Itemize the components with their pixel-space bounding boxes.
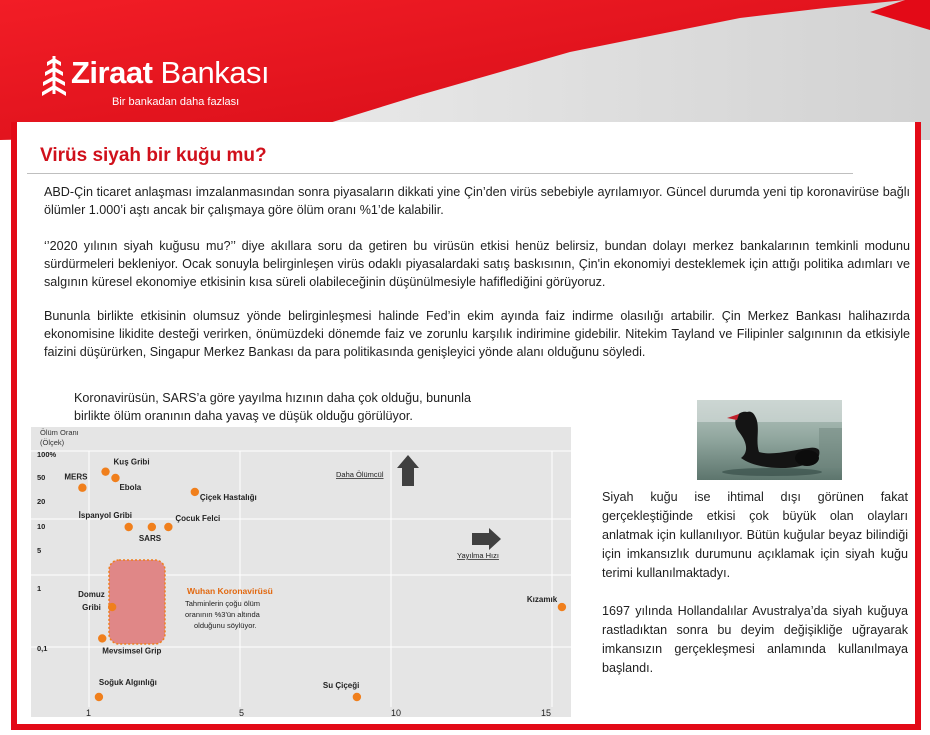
- y-tick-label: 1: [37, 584, 42, 593]
- brand-name: [71, 55, 269, 91]
- y-tick-label: 10: [37, 522, 46, 531]
- data-point-mers: [78, 484, 86, 492]
- chart-caption: Koronavirüsün, SARS’a göre yayılma hızının daha çok olduğu, bununla birlikte ölüm oranının daha yavaş ve düşük olduğu görülüyor.: [74, 391, 471, 423]
- highlight-title: Wuhan Koronavirüsü: [187, 586, 273, 596]
- ziraat-bankasi-logo: [40, 52, 280, 112]
- data-label-cicek-hastaligi: Çiçek Hastalığı: [199, 492, 257, 502]
- data-point-sars: [148, 523, 156, 531]
- y-tick-label: 100%: [37, 450, 57, 459]
- data-point-kizamik: [558, 603, 566, 611]
- data-label-su-cicegi: Su Çiçeği: [322, 681, 360, 690]
- data-label-soguk-alginligi: Soğuk Algınlığı: [98, 678, 157, 687]
- paragraph-1: ABD-Çin ticaret anlaşması imzalanmasından sonra piyasaların dikkati yine Çin’den virüs sebebiyle ayrılamıyor. Güncel durumda yeni tip koronavirüse bağlı ölümler 1.000’i aştı ancak bir çalışmaya göre ölüm oranı %1’de kalabilir.: [44, 185, 910, 217]
- x-ticks: [86, 708, 551, 717]
- arrow-right-icon: [472, 528, 501, 550]
- x-tick-label: 10: [391, 708, 402, 717]
- highlight-text-3: olduğunu söylüyor.: [194, 621, 257, 630]
- x-tick-label: 5: [239, 708, 245, 717]
- y-tick-label: 5: [37, 546, 42, 555]
- title-divider: [27, 173, 853, 174]
- data-point-domuz-gribi: [108, 603, 116, 611]
- data-label-mers: MERS: [64, 472, 88, 482]
- virus-scatter-chart: [31, 427, 571, 717]
- data-point-mevsimsel-grip: [98, 634, 106, 642]
- y-ticks: [37, 450, 57, 653]
- data-label-ebola: Ebola: [119, 483, 142, 492]
- arrow-up-label: Daha Ölümcül: [336, 470, 384, 479]
- y-tick-label: 0,1: [37, 644, 48, 653]
- page-title: Virüs siyah bir kuğu mu?: [40, 145, 267, 166]
- arrow-right-label: Yayılma Hızı: [457, 551, 499, 560]
- paragraph-3: Bununla birlikte etkisinin olumsuz yönde belirginleşmesi halinde Fed’in ekim ayında faiz indirme olasılığı artabilir. Çin Merkez Bankası halihazırda ekonomisine likidite desteği verirken, önümüzdeki dönemde faiz ve zorunlu karşılık indirimine gidebilir. Nitekim Tayland ve Filipinler salgınının da etkisiyle faizini düşürürken, Singapur Merkez Bankası da para politikasında genişleyici yönde alanı olduğunu söyledi.: [44, 309, 910, 359]
- data-label-kizamik: Kızamık: [526, 595, 558, 605]
- x-tick-label: 15: [541, 708, 552, 717]
- data-point-kus-gribi: [101, 467, 109, 475]
- data-label-sars: SARS: [138, 534, 162, 543]
- data-point-ispanyol-gribi: [124, 523, 132, 531]
- data-point-cocuk-felci: [164, 523, 172, 531]
- y-tick-label: 50: [37, 473, 46, 482]
- paragraph-2: ‘’2020 yılının siyah kuğusu mu?’’ diye akıllara soru da getiren bu virüsün etkisi henüz belirsiz, bundan dolayı merkez bankalarının temkinli modunu sürdürmeleri bekleniyor. Ocak sonuyla belirginleşen virüs odaklı piyasalardaki satış baskısının, Çin'in ekonomiyi desteklemek için attığı politika adımları ve salgının küresel ekonomiye etkisinin kısa süreli olabileceğinin düşünülmesiyle hafiflediğini görüyoruz.: [44, 239, 910, 289]
- data-label-cocuk-felci: Çocuk Felci: [175, 514, 221, 523]
- y-tick-label: 20: [37, 497, 46, 506]
- brand-name-light: Bankası: [160, 55, 270, 90]
- highlight-text-1: Tahminlerin çoğu ölüm: [185, 599, 261, 608]
- data-label-kus-gribi: Kuş Gribi: [113, 457, 150, 467]
- data-point-cicek-hastaligi: [191, 488, 199, 496]
- wheat-icon: [40, 52, 68, 96]
- brand-name-bold: Ziraat: [71, 55, 153, 90]
- data-label-mevsimsel-grip: Mevsimsel Grip: [102, 646, 162, 656]
- data-point-ebola: [111, 474, 119, 482]
- x-tick-label: 1: [86, 708, 92, 717]
- brand-slogan: Bir bankadan daha fazlası: [112, 96, 240, 108]
- data-point-soguk-alginligi: [95, 693, 103, 701]
- y-axis-label-1: Ölüm Oranı: [40, 428, 79, 437]
- data-label-ispanyol-gribi: İspanyol Gribi: [78, 511, 133, 520]
- side-paragraph-2: 1697 yılında Hollandalılar Avustralya’da siyah kuğuya rastladıktan sonra bu deyim değişikliğe uğrayarak imkansızın gerçekleşmesi anlamında kullanılmaya başlandı.: [602, 604, 908, 675]
- data-label-domuz-gribi: Domuz Gribi: [78, 590, 105, 613]
- arrow-up-icon: [397, 455, 419, 486]
- wuhan-highlight-area: [109, 560, 165, 644]
- highlight-text-2: oranının %3'ün altında: [185, 610, 260, 619]
- y-axis-label-2: (Ölçek): [40, 438, 65, 447]
- data-point-su-cicegi: [353, 693, 361, 701]
- black-swan-image: [697, 400, 842, 480]
- side-paragraph-1: Siyah kuğu ise ihtimal dışı görünen fakat gerçekleştiğinde etkisi çok büyük olan olayları anlatmak için kullanılıyor. Bütün kuğular beyaz bilindiği için imkansızlık durumunu açıklamak için siyah kuğu terimi kullanılmaktadyı.: [602, 490, 908, 580]
